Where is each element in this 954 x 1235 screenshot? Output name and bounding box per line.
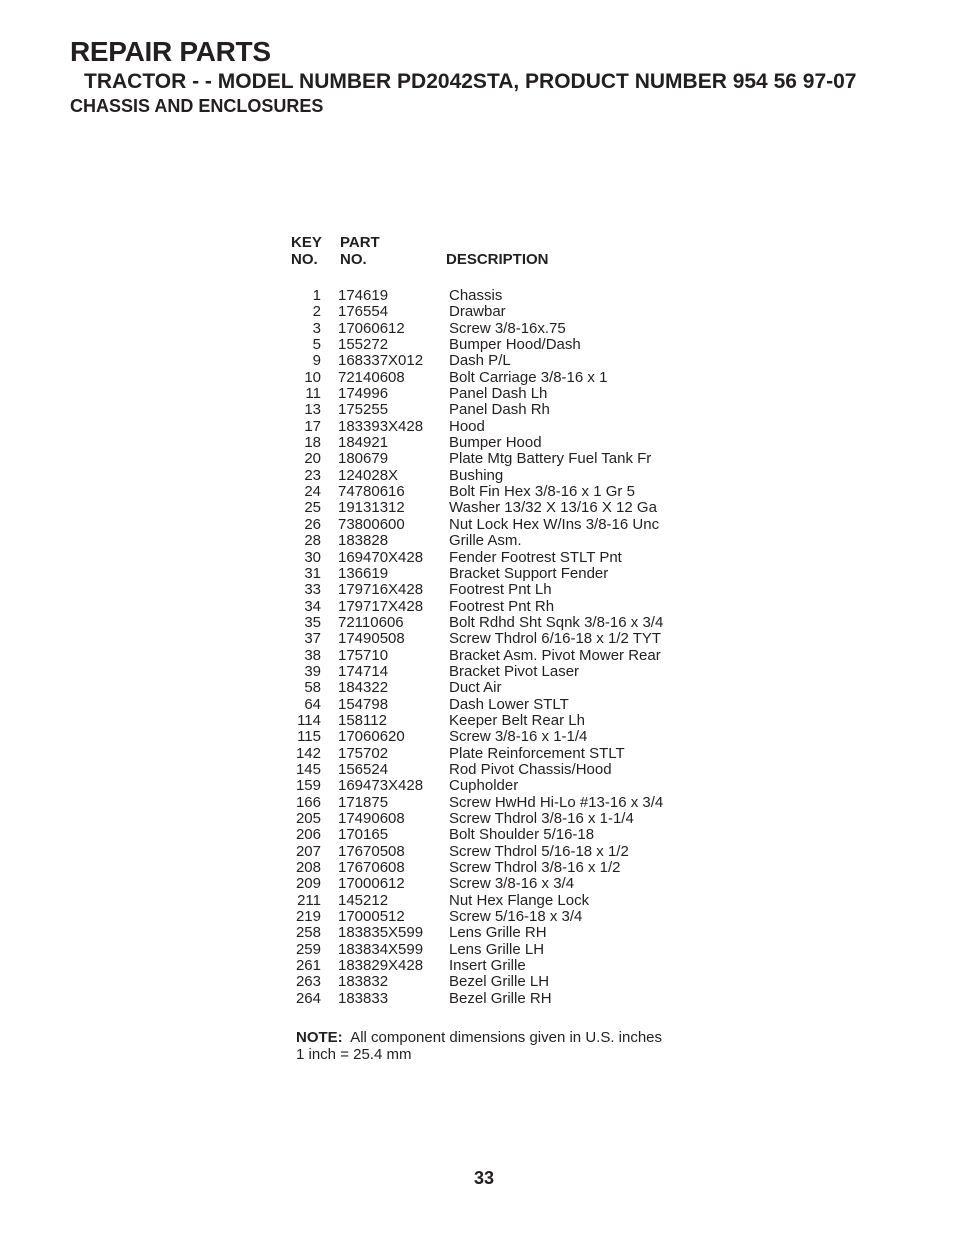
table-row <box>291 876 711 892</box>
part-number: 183832 <box>338 973 389 991</box>
table-row <box>291 925 711 941</box>
key-number: 5 <box>312 336 321 354</box>
part-description: Screw HwHd Hi-Lo #13-16 x 3/4 <box>449 793 664 811</box>
key-number: 1 <box>312 287 321 304</box>
part-description: Panel Dash Lh <box>449 385 548 403</box>
part-number: 183834X599 <box>338 940 424 958</box>
table-row <box>291 386 711 402</box>
part-description: Panel Dash Rh <box>449 401 550 419</box>
part-description: Footrest Pnt Lh <box>449 581 552 599</box>
part-number: 124028X <box>338 466 399 484</box>
table-row <box>291 484 711 500</box>
part-number: 156524 <box>338 760 389 778</box>
column-header-key-no: KEY NO. <box>291 234 322 268</box>
part-description: Footrest Pnt Rh <box>449 597 555 615</box>
table-row <box>291 729 711 745</box>
table-row <box>291 893 711 909</box>
part-number: 180679 <box>338 450 389 468</box>
part-description: Keeper Belt Rear Lh <box>449 711 585 729</box>
table-row <box>291 353 711 369</box>
part-description: Bezel Grille RH <box>449 989 552 1007</box>
key-number: 11 <box>305 385 321 403</box>
part-number: 168337X012 <box>338 352 424 370</box>
table-row <box>291 713 711 729</box>
part-description: Bezel Grille LH <box>449 973 550 991</box>
part-description: Chassis <box>449 287 503 304</box>
part-number: 154798 <box>338 695 389 713</box>
key-number: 13 <box>304 401 321 419</box>
table-row <box>291 664 711 680</box>
table-row <box>291 550 711 566</box>
key-number: 3 <box>312 319 321 337</box>
part-description: Dash P/L <box>449 352 511 370</box>
part-number: 175255 <box>338 401 389 419</box>
part-number: 184921 <box>338 434 389 452</box>
table-row <box>291 288 711 304</box>
part-description: Screw Thdrol 6/16-18 x 1/2 TYT <box>449 630 662 648</box>
key-number: 159 <box>295 777 321 795</box>
part-number: 74780616 <box>338 483 405 501</box>
key-number: 18 <box>304 434 321 452</box>
page-number: 33 <box>473 1168 495 1188</box>
model-subtitle: TRACTOR - - MODEL NUMBER PD2042STA, PRODUCT NUMBER 954 56 97-07 <box>84 70 857 93</box>
part-description: Bracket Support Fender <box>449 564 609 582</box>
table-row <box>291 795 711 811</box>
key-number: 211 <box>297 891 321 909</box>
part-description: Bushing <box>449 466 504 484</box>
key-number: 34 <box>304 597 321 615</box>
part-number: 17000612 <box>338 875 405 893</box>
part-number: 169473X428 <box>338 777 424 795</box>
key-number: 24 <box>304 483 321 501</box>
part-description: Screw 3/8-16x.75 <box>449 319 566 337</box>
part-description: Duct Air <box>449 679 502 697</box>
table-row <box>291 533 711 549</box>
table-row <box>291 860 711 876</box>
key-number: 17 <box>304 417 321 435</box>
key-number: 261 <box>295 957 321 975</box>
dimensions-note <box>296 1030 662 1063</box>
table-row <box>291 991 711 1007</box>
part-description: Hood <box>449 417 485 435</box>
table-row <box>291 402 711 418</box>
key-number: 166 <box>295 793 321 811</box>
part-number: 176554 <box>338 303 389 321</box>
table-row <box>291 827 711 843</box>
table-row <box>291 304 711 320</box>
part-number: 169470X428 <box>338 548 424 566</box>
key-number: 31 <box>304 564 321 582</box>
table-row <box>291 680 711 696</box>
key-number: 26 <box>304 515 321 533</box>
parts-list-header <box>291 234 711 286</box>
part-number: 175702 <box>338 744 389 762</box>
part-number: 17060620 <box>338 728 405 746</box>
part-number: 17000512 <box>338 908 405 926</box>
part-description: Nut Hex Flange Lock <box>449 891 590 909</box>
part-description: Dash Lower STLT <box>449 695 569 713</box>
table-row <box>291 811 711 827</box>
part-number: 183828 <box>338 532 389 550</box>
part-description: Bracket Asm. Pivot Mower Rear <box>449 646 661 664</box>
part-number: 174714 <box>338 662 389 680</box>
key-number: 258 <box>295 924 321 942</box>
key-number: 207 <box>295 842 321 860</box>
part-description: Screw Thdrol 3/8-16 x 1-1/4 <box>449 810 634 827</box>
note-conversion: 1 inch = 25.4 mm <box>296 1045 412 1063</box>
key-number: 206 <box>295 826 321 844</box>
part-number: 170165 <box>338 826 389 844</box>
part-number: 183833 <box>338 989 389 1007</box>
part-number: 174996 <box>338 385 389 403</box>
table-row <box>291 631 711 647</box>
table-row <box>291 615 711 631</box>
column-header-description: DESCRIPTION <box>446 251 549 268</box>
key-number: 35 <box>304 613 321 631</box>
table-row <box>291 517 711 533</box>
part-description: Bolt Rdhd Sht Sqnk 3/8-16 x 3/4 <box>449 613 664 631</box>
table-row <box>291 958 711 974</box>
key-number: 33 <box>304 581 321 599</box>
parts-list-rows <box>291 288 711 1007</box>
part-description: Screw Thdrol 3/8-16 x 1/2 <box>449 859 621 877</box>
table-row <box>291 974 711 990</box>
table-row <box>291 321 711 337</box>
part-number: 17490508 <box>338 630 405 648</box>
section-title: CHASSIS AND ENCLOSURES <box>70 96 324 116</box>
part-number: 174619 <box>338 287 389 304</box>
part-description: Washer 13/32 X 13/16 X 12 Ga <box>449 499 657 517</box>
part-number: 17670608 <box>338 859 405 877</box>
key-number: 64 <box>304 695 321 713</box>
part-description: Screw Thdrol 5/16-18 x 1/2 <box>449 842 629 860</box>
part-description: Plate Reinforcement STLT <box>449 744 625 762</box>
key-number: 209 <box>295 875 321 893</box>
part-number: 155272 <box>338 336 389 354</box>
part-description: Bolt Carriage 3/8-16 x 1 <box>449 368 608 386</box>
key-number: 28 <box>304 532 321 550</box>
table-row <box>291 582 711 598</box>
note-label: NOTE: <box>296 1029 343 1046</box>
table-row <box>291 419 711 435</box>
table-row <box>291 435 711 451</box>
key-number: 263 <box>295 973 321 991</box>
table-row <box>291 762 711 778</box>
part-description: Bolt Fin Hex 3/8-16 x 1 Gr 5 <box>449 483 635 501</box>
part-number: 171875 <box>338 793 389 811</box>
part-description: Bumper Hood <box>449 434 542 452</box>
page-title: REPAIR PARTS <box>70 36 271 67</box>
part-description: Grille Asm. <box>449 532 522 550</box>
column-header-part-no: PART NO. <box>340 234 380 268</box>
part-number: 19131312 <box>338 499 405 517</box>
part-description: Fender Footrest STLT Pnt <box>449 548 622 566</box>
part-number: 72140608 <box>338 368 405 386</box>
part-description: Drawbar <box>449 303 506 321</box>
table-row <box>291 337 711 353</box>
part-number: 17670508 <box>338 842 405 860</box>
key-number: 208 <box>295 859 321 877</box>
key-number: 264 <box>295 989 321 1007</box>
note-text: All component dimensions given in U.S. inches <box>350 1029 663 1046</box>
part-description: Lens Grille LH <box>449 940 545 958</box>
parts-list <box>291 234 711 1007</box>
part-description: Lens Grille RH <box>449 924 547 942</box>
key-number: 259 <box>295 940 321 958</box>
key-number: 58 <box>304 679 321 697</box>
part-number: 17060612 <box>338 319 405 337</box>
part-number: 183393X428 <box>338 417 424 435</box>
key-number: 20 <box>304 450 321 468</box>
key-number: 219 <box>295 908 321 926</box>
key-number: 25 <box>304 499 321 517</box>
table-row <box>291 648 711 664</box>
key-number: 205 <box>295 810 321 827</box>
part-number: 183835X599 <box>338 924 424 942</box>
key-number: 115 <box>297 728 321 746</box>
key-number: 9 <box>312 352 321 370</box>
part-description: Cupholder <box>449 777 519 795</box>
table-row <box>291 468 711 484</box>
part-number: 183829X428 <box>338 957 424 975</box>
part-description: Screw 5/16-18 x 3/4 <box>449 908 583 926</box>
part-description: Bolt Shoulder 5/16-18 <box>449 826 595 844</box>
part-description: Screw 3/8-16 x 1-1/4 <box>449 728 588 746</box>
part-number: 179716X428 <box>338 581 424 599</box>
key-number: 39 <box>304 662 321 680</box>
key-number: 30 <box>304 548 321 566</box>
part-description: Nut Lock Hex W/Ins 3/8-16 Unc <box>449 515 660 533</box>
table-row <box>291 697 711 713</box>
key-number: 114 <box>297 711 321 729</box>
table-row <box>291 370 711 386</box>
part-number: 73800600 <box>338 515 405 533</box>
table-row <box>291 451 711 467</box>
part-number: 17490608 <box>338 810 405 827</box>
part-number: 136619 <box>338 564 389 582</box>
table-row <box>291 909 711 925</box>
part-description: Plate Mtg Battery Fuel Tank Fr <box>449 450 652 468</box>
table-row <box>291 844 711 860</box>
part-number: 158112 <box>338 711 387 729</box>
part-number: 175710 <box>338 646 389 664</box>
table-row <box>291 942 711 958</box>
key-number: 2 <box>312 303 321 321</box>
key-number: 142 <box>295 744 321 762</box>
table-row <box>291 566 711 582</box>
part-description: Bumper Hood/Dash <box>449 336 581 354</box>
part-description: Bracket Pivot Laser <box>449 662 580 680</box>
key-number: 145 <box>295 760 321 778</box>
key-number: 38 <box>304 646 321 664</box>
key-number: 10 <box>304 368 321 386</box>
key-number: 23 <box>304 466 321 484</box>
part-description: Insert Grille <box>449 957 526 975</box>
table-row <box>291 778 711 794</box>
table-row <box>291 599 711 615</box>
part-number: 184322 <box>338 679 389 697</box>
part-description: Screw 3/8-16 x 3/4 <box>449 875 575 893</box>
part-number: 72110606 <box>338 613 404 631</box>
part-number: 179717X428 <box>338 597 424 615</box>
table-row <box>291 500 711 516</box>
table-row <box>291 746 711 762</box>
part-description: Rod Pivot Chassis/Hood <box>449 760 612 778</box>
part-number: 145212 <box>338 891 389 909</box>
key-number: 37 <box>304 630 321 648</box>
